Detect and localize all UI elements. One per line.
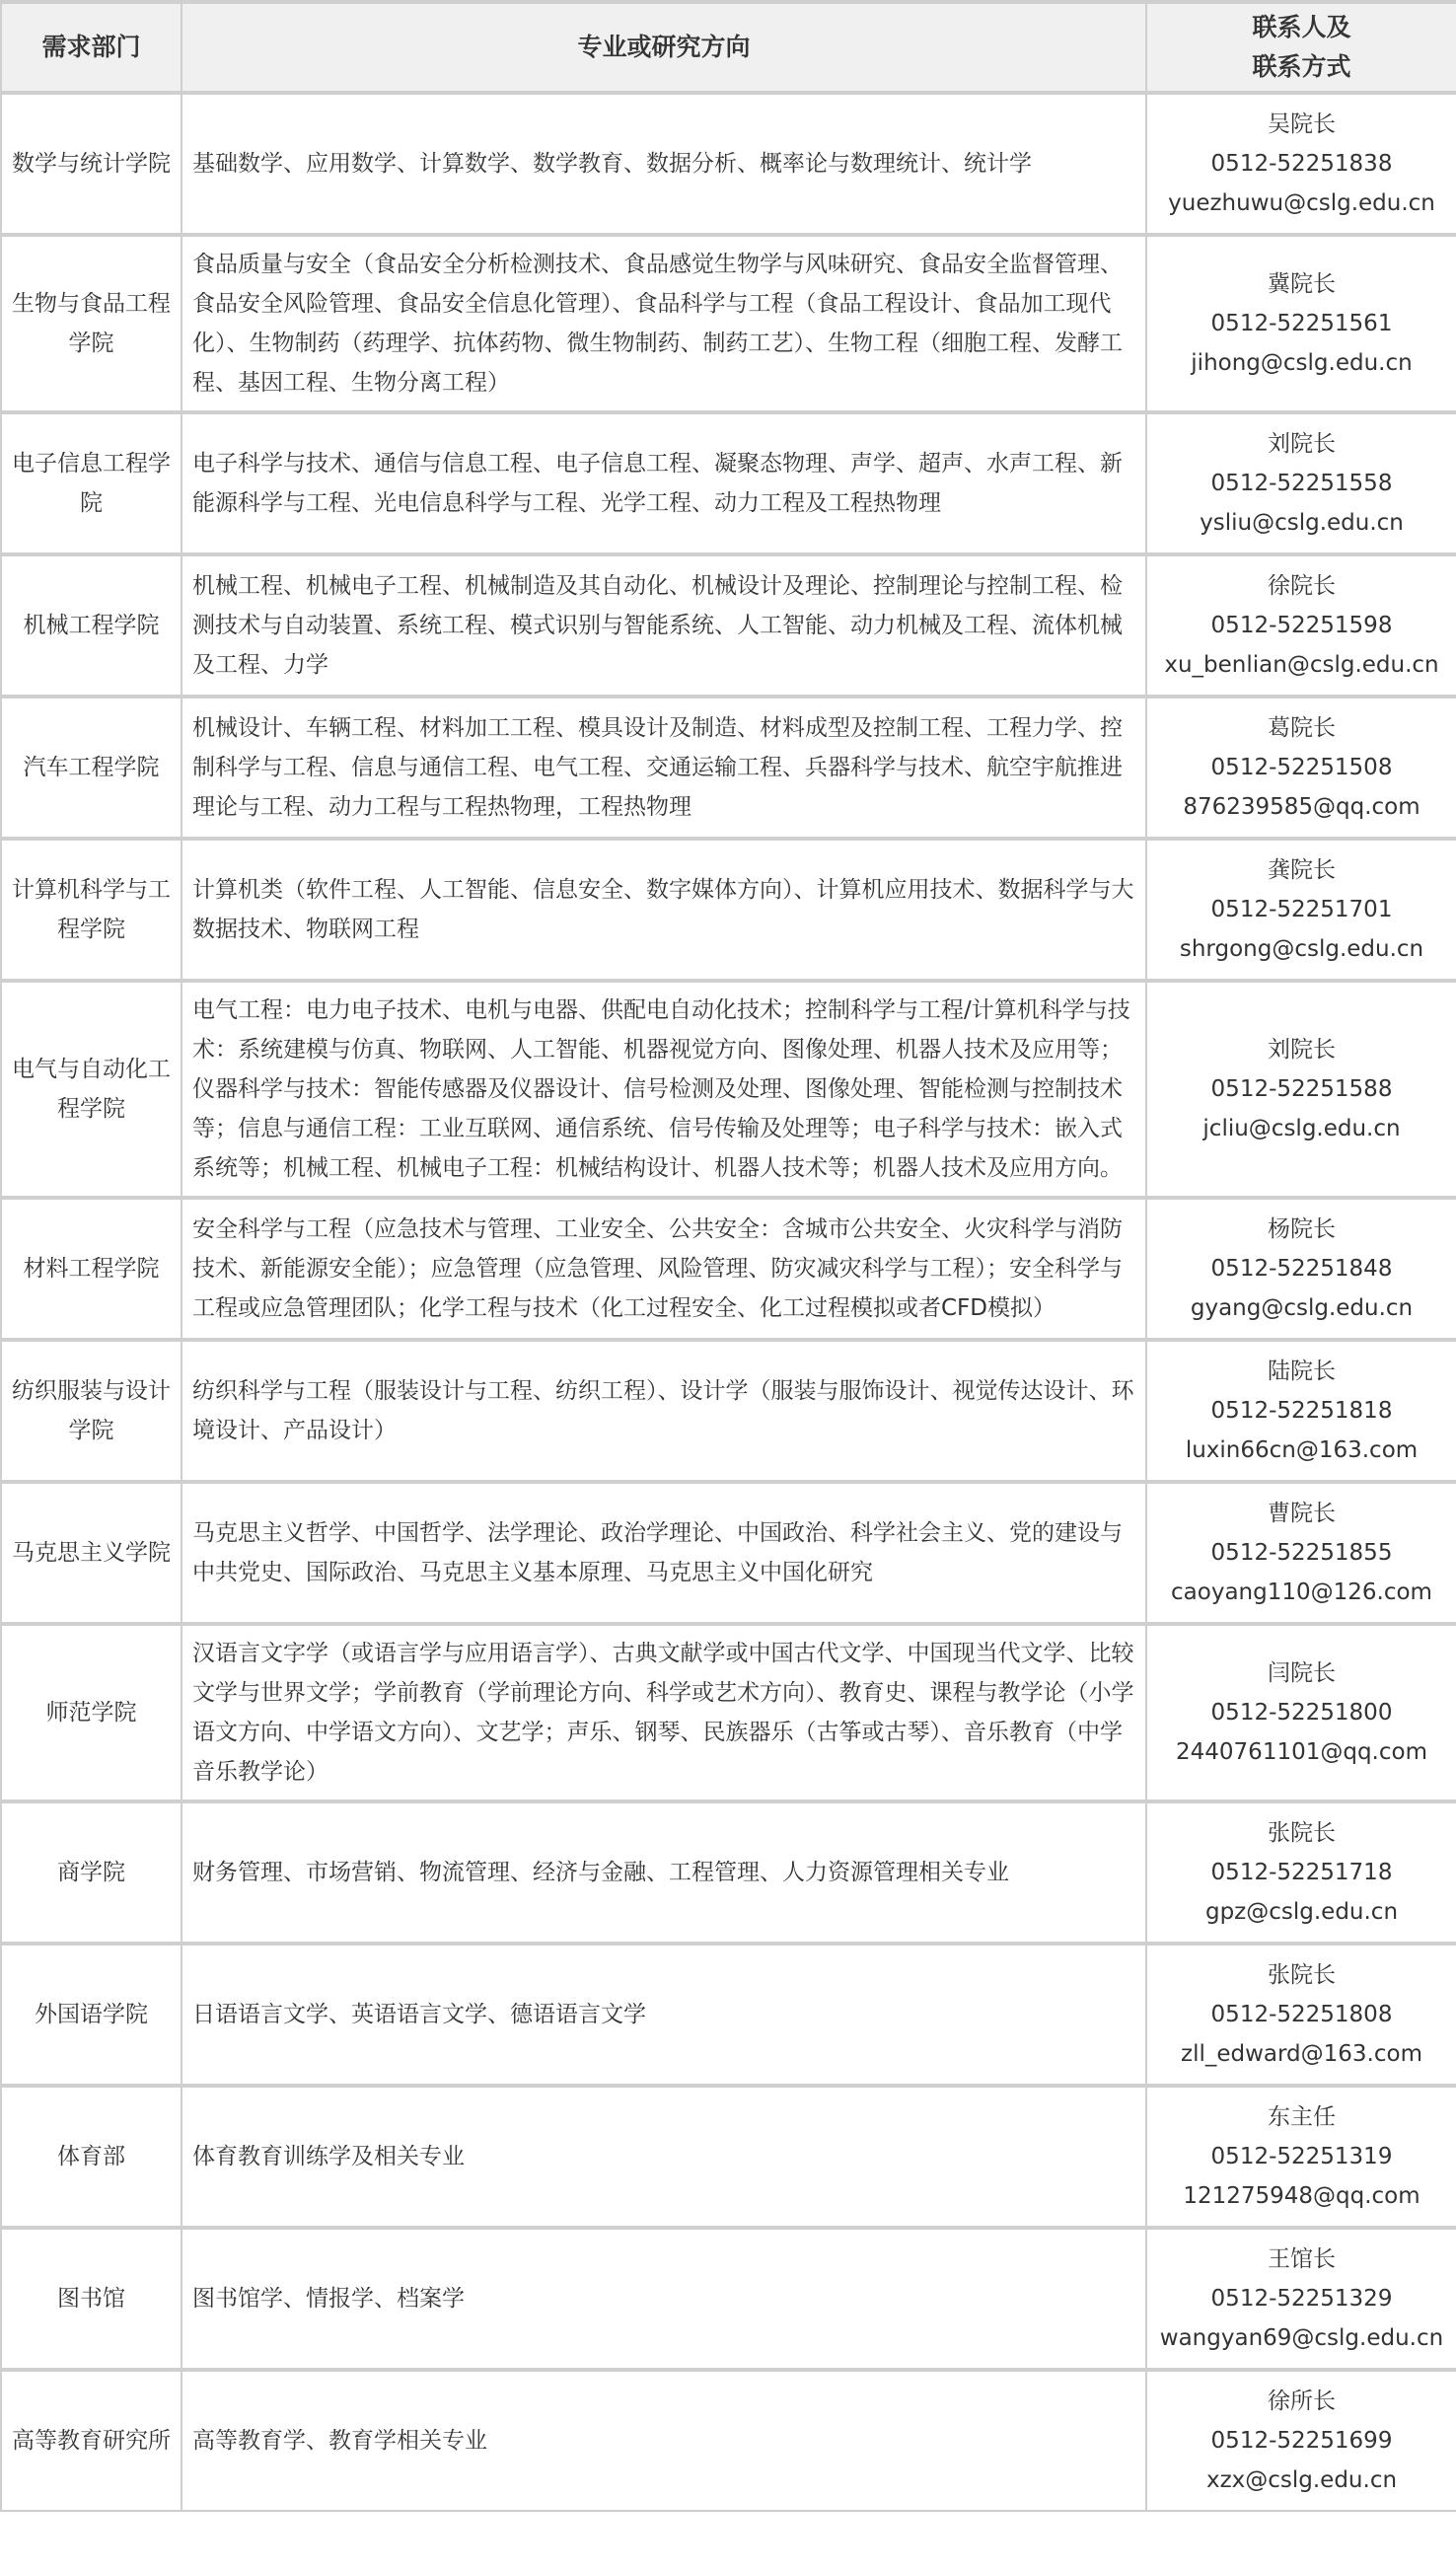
header-contact (1146, 2, 1456, 93)
contact-email[interactable]: wangyan69@cslg.edu.cn (1159, 2325, 1444, 2351)
contact-email[interactable]: 2440761101@qq.com (1176, 1739, 1427, 1765)
dept-cell: 机械工程学院 (1, 554, 182, 697)
contact-email[interactable]: shrgong@cslg.edu.cn (1179, 936, 1424, 962)
contact-phone: 0512-52251508 (1210, 755, 1393, 780)
contact-person: 刘院长 (1268, 431, 1336, 457)
contact-phone: 0512-52251800 (1210, 1700, 1393, 1726)
contact-email[interactable]: ysliu@cslg.edu.cn (1200, 510, 1404, 536)
table-row (1, 235, 1456, 412)
major-cell: 汉语言文字学（或语言学与应用语言学）、古典文献学或中国古代文学、中国现当代文学、比较文学与世界文学；学前教育（学前理论方向、科学或艺术方向）、教育史、课程与教学论（小学语文方向、中学语文方向）、文艺学；声乐、钢琴、民族器乐（古筝或古琴）、音乐教育（中学音乐教学论） (182, 1624, 1146, 1801)
contact-person: 龚院长 (1268, 857, 1336, 883)
contact-person: 曹院长 (1268, 1501, 1336, 1526)
contact-cell (1146, 1340, 1456, 1482)
table-row (1, 2228, 1456, 2370)
contact-person: 王馆长 (1268, 2246, 1336, 2272)
contact-person: 冀院长 (1268, 271, 1336, 297)
contact-email[interactable]: yuezhuwu@cslg.edu.cn (1168, 190, 1435, 216)
contact-person: 闫院长 (1268, 1660, 1336, 1686)
contact-cell (1146, 412, 1456, 554)
table-row (1, 1198, 1456, 1340)
contact-cell (1146, 554, 1456, 697)
contact-person: 刘院长 (1268, 1037, 1336, 1063)
table-row (1, 2086, 1456, 2228)
contact-phone: 0512-52251588 (1210, 1076, 1393, 1102)
table-row (1, 1801, 1456, 1944)
contact-cell (1146, 697, 1456, 839)
major-cell: 财务管理、市场营销、物流管理、经济与金融、工程管理、人力资源管理相关专业 (182, 1801, 1146, 1944)
contact-phone: 0512-52251701 (1210, 897, 1393, 922)
table-row (1, 412, 1456, 554)
contact-email[interactable]: 121275948@qq.com (1183, 2183, 1420, 2209)
dept-cell: 师范学院 (1, 1624, 182, 1801)
contact-email[interactable]: xzx@cslg.edu.cn (1205, 2467, 1398, 2493)
contact-person: 葛院长 (1268, 715, 1336, 741)
major-cell: 高等教育学、教育学相关专业 (182, 2370, 1146, 2511)
contact-cell (1146, 839, 1456, 981)
table-row (1, 1482, 1456, 1624)
contact-phone: 0512-52251848 (1210, 1256, 1393, 1282)
contact-phone: 0512-52251558 (1210, 471, 1393, 496)
contact-phone: 0512-52251808 (1210, 2002, 1393, 2027)
dept-cell: 商学院 (1, 1801, 182, 1944)
contact-cell (1146, 981, 1456, 1198)
table-row (1, 1624, 1456, 1801)
contact-email[interactable]: 876239585@qq.com (1183, 794, 1420, 820)
contact-cell (1146, 93, 1456, 235)
contact-phone: 0512-52251718 (1210, 1860, 1393, 1885)
major-cell: 电子科学与技术、通信与信息工程、电子信息工程、凝聚态物理、声学、超声、水声工程、新能源科学与工程、光电信息科学与工程、光学工程、动力工程及工程热物理 (182, 412, 1146, 554)
dept-cell: 生物与食品工程学院 (1, 235, 182, 412)
dept-cell: 高等教育研究所 (1, 2370, 182, 2511)
header-contact-line1: 联系人及 (1252, 13, 1351, 41)
major-cell: 图书馆学、情报学、档案学 (182, 2228, 1146, 2370)
contact-person: 张院长 (1268, 1820, 1336, 1846)
contact-phone: 0512-52251838 (1210, 151, 1393, 177)
major-cell: 食品质量与安全（食品安全分析检测技术、食品感觉生物学与风味研究、食品安全监督管理、食品安全风险管理、食品安全信息化管理）、食品科学与工程（食品工程设计、食品加工现代化）、生物制药（药理学、抗体药物、微生物制药、制药工艺）、生物工程（细胞工程、发酵工程、基因工程、生物分离工程） (182, 235, 1146, 412)
contact-email[interactable]: zll_edward@163.com (1181, 2041, 1422, 2067)
contact-phone: 0512-52251818 (1210, 1398, 1393, 1424)
major-cell: 电气工程：电力电子技术、电机与电器、供配电自动化技术；控制科学与工程/计算机科学与技术：系统建模与仿真、物联网、人工智能、机器视觉方向、图像处理、机器人技术及应用等；仪器科学与技术：智能传感器及仪器设计、信号检测及处理、图像处理、智能检测与控制技术等；信息与通信工程：工业互联网、通信系统、信号传输及处理等；电子科学与技术：嵌入式系统等；机械工程、机械电子工程：机械结构设计、机器人技术等；机器人技术及应用方向。 (182, 981, 1146, 1198)
dept-cell: 纺织服装与设计学院 (1, 1340, 182, 1482)
dept-cell: 电气与自动化工程学院 (1, 981, 182, 1198)
contact-person: 张院长 (1268, 1962, 1336, 1988)
contact-person: 东主任 (1268, 2104, 1336, 2130)
contact-email[interactable]: luxin66cn@163.com (1185, 1437, 1419, 1463)
contact-phone: 0512-52251855 (1210, 1540, 1393, 1566)
dept-cell: 汽车工程学院 (1, 697, 182, 839)
contact-email[interactable]: gpz@cslg.edu.cn (1204, 1899, 1399, 1925)
dept-cell: 材料工程学院 (1, 1198, 182, 1340)
contact-person: 徐院长 (1268, 573, 1336, 599)
major-cell: 体育教育训练学及相关专业 (182, 2086, 1146, 2228)
major-cell: 安全科学与工程（应急技术与管理、工业安全、公共安全：含城市公共安全、火灾科学与消防技术、新能源安全能）；应急管理（应急管理、风险管理、防灾减灾科学与工程）；安全科学与工程或应急管理团队；化学工程与技术（化工过程安全、化工过程模拟或者CFD模拟） (182, 1198, 1146, 1340)
contact-cell (1146, 1944, 1456, 2086)
contact-phone: 0512-52251329 (1210, 2286, 1393, 2312)
dept-cell: 外国语学院 (1, 1944, 182, 2086)
contact-phone: 0512-52251561 (1210, 311, 1393, 336)
table-row (1, 2370, 1456, 2511)
dept-cell: 数学与统计学院 (1, 93, 182, 235)
contact-cell (1146, 2370, 1456, 2511)
contact-cell (1146, 1482, 1456, 1624)
header-dept: 需求部门 (1, 2, 182, 93)
table-row (1, 1340, 1456, 1482)
contact-phone: 0512-52251699 (1210, 2428, 1393, 2454)
contact-person: 徐所长 (1268, 2388, 1336, 2414)
header-row (1, 2, 1456, 93)
contact-person: 杨院长 (1268, 1216, 1336, 1242)
dept-cell: 马克思主义学院 (1, 1482, 182, 1624)
dept-cell: 电子信息工程学院 (1, 412, 182, 554)
dept-cell: 体育部 (1, 2086, 182, 2228)
contact-email[interactable]: gyang@cslg.edu.cn (1190, 1295, 1414, 1321)
contact-email[interactable]: jihong@cslg.edu.cn (1191, 350, 1413, 376)
major-cell: 日语语言文学、英语语言文学、德语语言文学 (182, 1944, 1146, 2086)
dept-cell: 图书馆 (1, 2228, 182, 2370)
major-cell: 机械设计、车辆工程、材料加工工程、模具设计及制造、材料成型及控制工程、工程力学、控制科学与工程、信息与通信工程、电气工程、交通运输工程、兵器科学与技术、航空宇航推进理论与工程、动力工程与工程热物理，工程热物理 (182, 697, 1146, 839)
contact-cell (1146, 2086, 1456, 2228)
table-row (1, 93, 1456, 235)
dept-cell: 计算机科学与工程学院 (1, 839, 182, 981)
contact-cell (1146, 235, 1456, 412)
table-row (1, 981, 1456, 1198)
major-cell: 马克思主义哲学、中国哲学、法学理论、政治学理论、中国政治、科学社会主义、党的建设与中共党史、国际政治、马克思主义基本原理、马克思主义中国化研究 (182, 1482, 1146, 1624)
contact-cell (1146, 1801, 1456, 1944)
contact-phone: 0512-52251319 (1210, 2144, 1393, 2169)
major-cell: 基础数学、应用数学、计算数学、数学教育、数据分析、概率论与数理统计、统计学 (182, 93, 1146, 235)
contact-person: 吴院长 (1268, 111, 1336, 137)
major-cell: 纺织科学与工程（服装设计与工程、纺织工程）、设计学（服装与服饰设计、视觉传达设计、环境设计、产品设计） (182, 1340, 1146, 1482)
contact-person: 陆院长 (1268, 1359, 1336, 1384)
contact-email[interactable]: caoyang110@126.com (1171, 1579, 1432, 1605)
major-cell: 机械工程、机械电子工程、机械制造及其自动化、机械设计及理论、控制理论与控制工程、检测技术与自动装置、系统工程、模式识别与智能系统、人工智能、动力机械及工程、流体机械及工程、力学 (182, 554, 1146, 697)
header-contact-line2: 联系方式 (1252, 52, 1351, 81)
contact-phone: 0512-52251598 (1210, 613, 1393, 638)
contact-email[interactable]: xu_benlian@cslg.edu.cn (1164, 652, 1439, 678)
header-major: 专业或研究方向 (182, 2, 1146, 93)
contact-cell (1146, 1624, 1456, 1801)
table-row (1, 697, 1456, 839)
contact-cell (1146, 1198, 1456, 1340)
table-row (1, 554, 1456, 697)
table-row (1, 1944, 1456, 2086)
major-cell: 计算机类（软件工程、人工智能、信息安全、数字媒体方向）、计算机应用技术、数据科学与大数据技术、物联网工程 (182, 839, 1146, 981)
table-row (1, 839, 1456, 981)
contact-cell (1146, 2228, 1456, 2370)
contact-email[interactable]: jcliu@cslg.edu.cn (1202, 1116, 1401, 1141)
